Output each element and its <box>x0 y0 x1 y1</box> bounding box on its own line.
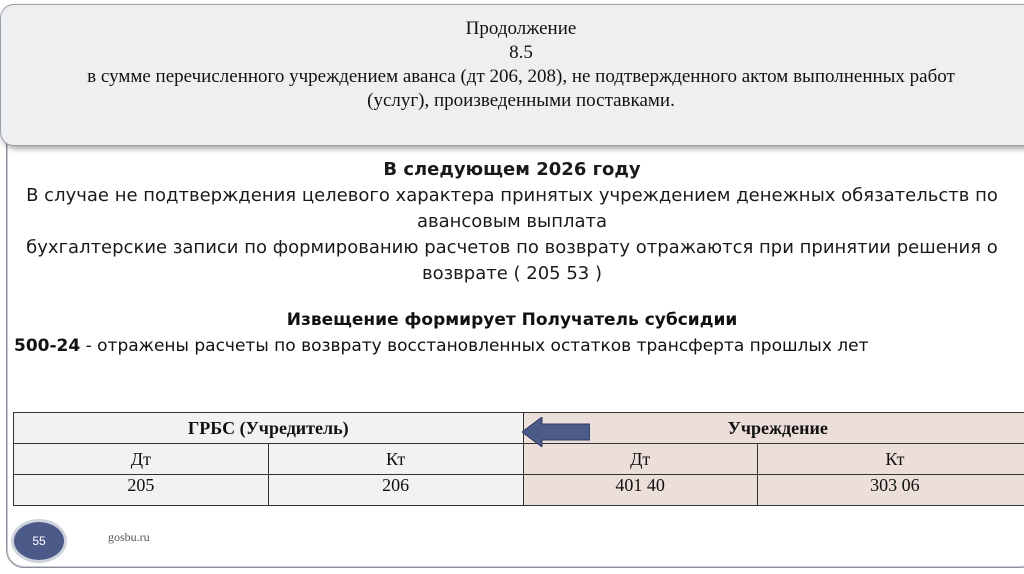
header-section-number: 8.5 <box>509 42 533 63</box>
code-number: 500-24 <box>14 336 81 356</box>
year-heading: В следующем 2026 году <box>383 159 641 180</box>
left-arrow-icon <box>522 417 590 447</box>
paragraph-1-line-2: авансовым выплата <box>416 211 608 232</box>
paragraph-1 <box>0 183 1024 235</box>
col-inst-kt: Кт <box>757 444 1024 475</box>
table-value-row <box>14 475 1024 506</box>
val-grbs-dt: 205 <box>14 475 269 506</box>
header-description-cont: (услуг), произведенными поставками. <box>367 90 675 111</box>
code-line <box>14 336 869 356</box>
col-grbs-kt: Кт <box>268 444 523 475</box>
paragraph-2-line-1: бухгалтерские записи по формированию расчетов по возврату отражаются при принятии решения о <box>26 237 998 258</box>
paragraph-2-line-2: возврате ( 205 53 ) <box>421 263 602 284</box>
table-header-row <box>14 413 1024 444</box>
val-inst-dt: 401 40 <box>523 475 757 506</box>
col-inst-dt: Дт <box>523 444 757 475</box>
site-label: gosbu.ru <box>108 530 150 544</box>
header-description: в сумме перечисленного учреждением аванса (дт 206, 208), не подтвержденного актом выполненных работ <box>87 66 955 87</box>
header-continuation: Продолжение <box>465 18 577 39</box>
paragraph-1-line-1: В случае не подтверждения целевого характера принятых учреждением денежных обязательств по <box>26 185 998 206</box>
paragraph-2 <box>0 235 1024 287</box>
page-number-badge: 55 <box>14 522 64 560</box>
grbs-header: ГРБС (Учредитель) <box>14 413 524 444</box>
institution-header: Учреждение <box>523 413 1024 444</box>
accounting-table <box>13 412 1024 506</box>
val-grbs-kt: 206 <box>268 475 523 506</box>
header-box <box>0 4 1024 146</box>
table-col-row <box>14 444 1024 475</box>
notice-heading: Извещение формирует Получатель субсидии <box>286 310 738 330</box>
code-description: - отражены расчеты по возврату восстановленных остатков трансферта прошлых лет <box>80 336 869 356</box>
col-grbs-dt: Дт <box>14 444 269 475</box>
val-inst-kt: 303 06 <box>757 475 1024 506</box>
